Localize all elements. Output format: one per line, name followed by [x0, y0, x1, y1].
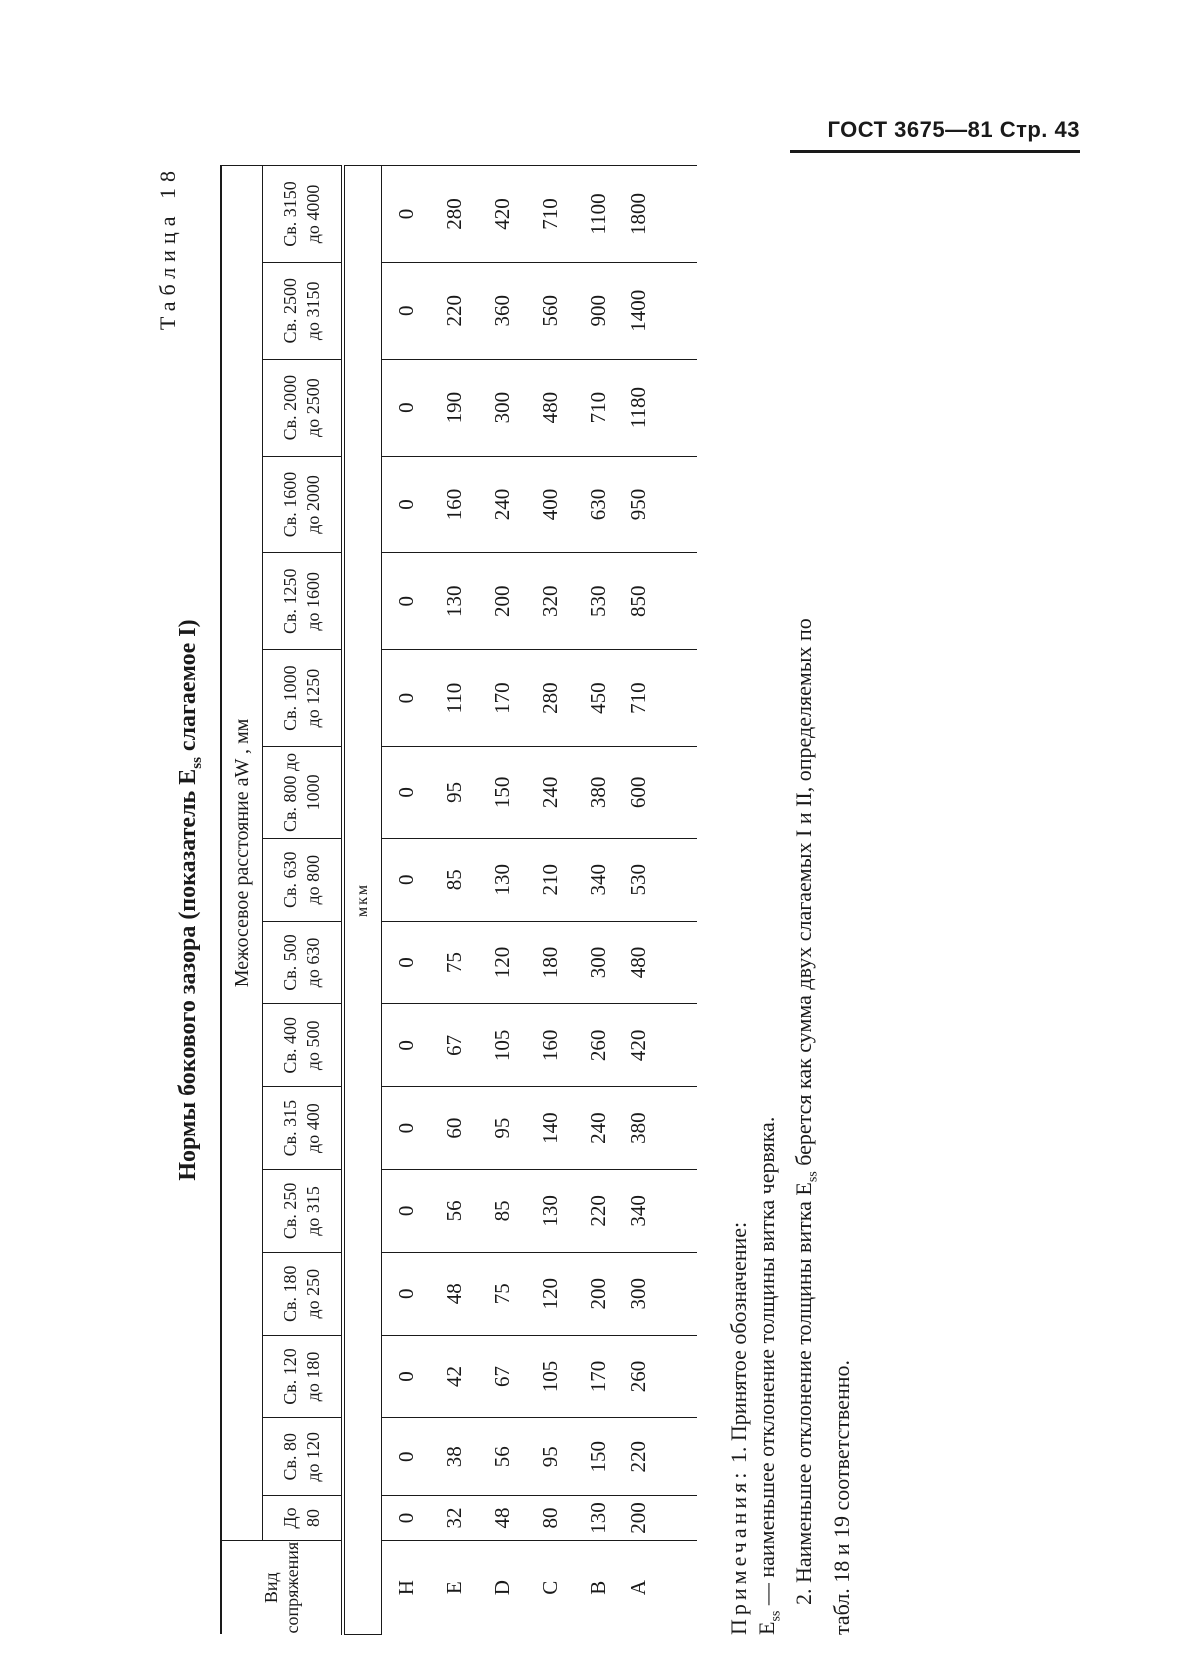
value-cell: 450: [574, 650, 622, 747]
value-cell: 0: [382, 1087, 431, 1170]
value-cell: 56: [478, 1418, 526, 1496]
range-header: Св. 1600 до 2000: [263, 456, 344, 553]
note-1-head: 1. Принятое обозначение:: [726, 1221, 751, 1469]
value-cell: 200: [622, 1496, 697, 1541]
value-cell: 120: [478, 921, 526, 1004]
value-cell: 150: [574, 1418, 622, 1496]
table-row: [382, 166, 431, 1635]
value-cell: 220: [622, 1418, 697, 1496]
value-cell: 280: [430, 166, 478, 263]
note-1-text: — наименьшее отклонение толщины витка червяка.: [754, 1116, 779, 1611]
value-cell: 0: [382, 650, 431, 747]
note-1-subscript: ss: [768, 1610, 784, 1622]
table-row: [622, 166, 697, 1635]
value-cell: 180: [526, 921, 574, 1004]
table-body: [382, 166, 698, 1635]
value-cell: 95: [526, 1418, 574, 1496]
range-header: Св. 2500 до 3150: [263, 262, 344, 359]
range-header: Св. 400 до 500: [263, 1004, 344, 1087]
range-header-row: [263, 166, 344, 1635]
value-cell: 0: [382, 553, 431, 650]
value-cell: 950: [622, 456, 697, 553]
note-2-start: 2. Наименьшее отклонение толщины витка E: [791, 1182, 817, 1605]
value-cell: 0: [382, 1170, 431, 1253]
value-cell: 380: [622, 1087, 697, 1170]
value-cell: 1180: [622, 359, 697, 456]
value-cell: 220: [574, 1170, 622, 1253]
value-cell: 530: [574, 553, 622, 650]
value-cell: 420: [478, 166, 526, 263]
value-cell: 320: [526, 553, 574, 650]
value-cell: 48: [478, 1496, 526, 1541]
value-cell: 360: [478, 262, 526, 359]
value-cell: 420: [622, 1004, 697, 1087]
page-header: ГОСТ 3675—81 Стр. 43: [827, 117, 1080, 142]
table-number: Таблица 18: [155, 165, 180, 331]
value-cell: 600: [622, 747, 697, 839]
title-subscript: ss: [188, 757, 205, 769]
kind-cell: B: [574, 1540, 622, 1634]
value-cell: 300: [574, 921, 622, 1004]
kind-cell: C: [526, 1540, 574, 1634]
value-cell: 75: [430, 921, 478, 1004]
value-cell: 0: [382, 1335, 431, 1418]
value-cell: 85: [478, 1170, 526, 1253]
value-cell: 105: [478, 1004, 526, 1087]
value-cell: 160: [430, 456, 478, 553]
kind-header: Вид сопряжения: [221, 1540, 343, 1634]
value-cell: 170: [574, 1335, 622, 1418]
value-cell: 0: [382, 747, 431, 839]
value-cell: 240: [574, 1087, 622, 1170]
value-cell: 400: [526, 456, 574, 553]
value-cell: 38: [430, 1418, 478, 1496]
range-header: До 80: [263, 1496, 344, 1541]
value-cell: 0: [382, 921, 431, 1004]
value-cell: 300: [622, 1252, 697, 1335]
title-tail: слагаемое I): [175, 619, 201, 758]
note-1-definition: [753, 165, 790, 1635]
range-header: Св. 1000 до 1250: [263, 650, 344, 747]
value-cell: 260: [574, 1004, 622, 1087]
value-cell: 48: [430, 1252, 478, 1335]
value-cell: 170: [478, 650, 526, 747]
range-header: Св. 2000 до 2500: [263, 359, 344, 456]
value-cell: 710: [574, 359, 622, 456]
range-header: Св. 315 до 400: [263, 1087, 344, 1170]
value-cell: 42: [430, 1335, 478, 1418]
kind-cell: H: [382, 1540, 431, 1634]
notes: [725, 165, 856, 1635]
notes-label: Примечания:: [726, 1468, 751, 1635]
value-cell: 710: [526, 166, 574, 263]
value-cell: 240: [478, 456, 526, 553]
value-cell: 480: [526, 359, 574, 456]
value-cell: 95: [478, 1087, 526, 1170]
value-cell: 0: [382, 359, 431, 456]
kind-cell: E: [430, 1540, 478, 1634]
value-cell: 56: [430, 1170, 478, 1253]
value-cell: 0: [382, 166, 431, 263]
value-cell: 32: [430, 1496, 478, 1541]
note-1: [725, 165, 753, 1635]
value-cell: 530: [622, 838, 697, 921]
value-cell: 0: [382, 1252, 431, 1335]
table-row: [574, 166, 622, 1635]
value-cell: 110: [430, 650, 478, 747]
value-cell: 630: [574, 456, 622, 553]
kind-cell: D: [478, 1540, 526, 1634]
value-cell: 1400: [622, 262, 697, 359]
range-header: Св. 500 до 630: [263, 921, 344, 1004]
value-cell: 200: [574, 1252, 622, 1335]
value-cell: 710: [622, 650, 697, 747]
value-cell: 150: [478, 747, 526, 839]
range-header: Св. 120 до 180: [263, 1335, 344, 1418]
range-header: Св. 250 до 315: [263, 1170, 344, 1253]
value-cell: 0: [382, 1496, 431, 1541]
range-header: Св. 80 до 120: [263, 1418, 344, 1496]
value-cell: 130: [430, 553, 478, 650]
kind-cell: A: [622, 1540, 697, 1634]
value-cell: 200: [478, 553, 526, 650]
note-2-subscript: ss: [805, 1171, 821, 1183]
value-cell: 210: [526, 838, 574, 921]
value-cell: 300: [478, 359, 526, 456]
value-cell: 95: [430, 747, 478, 839]
value-cell: 1100: [574, 166, 622, 263]
value-cell: 340: [622, 1170, 697, 1253]
table-title: [175, 165, 206, 1635]
value-cell: 380: [574, 747, 622, 839]
value-cell: 260: [622, 1335, 697, 1418]
note-2: [790, 165, 827, 1635]
note-2-middle: берется как сумма двух слагаемых I и II, определяемых по: [791, 618, 817, 1172]
distance-group-header: Межосевое расстояние aW , мм: [221, 166, 263, 1541]
note-2-end: табл. 18 и 19 соответственно.: [828, 1360, 854, 1635]
value-cell: 75: [478, 1252, 526, 1335]
value-cell: 190: [430, 359, 478, 456]
value-cell: 0: [382, 1418, 431, 1496]
value-cell: 1800: [622, 166, 697, 263]
range-header: Св. 800 до 1000: [263, 747, 344, 839]
value-cell: 850: [622, 553, 697, 650]
value-cell: 105: [526, 1335, 574, 1418]
value-cell: 900: [574, 262, 622, 359]
table-row: [430, 166, 478, 1635]
clearance-table: [220, 165, 697, 1635]
title-main: Нормы бокового зазора (показатель E: [175, 768, 201, 1181]
value-cell: 280: [526, 650, 574, 747]
header-rule: [790, 150, 1080, 153]
value-cell: 160: [526, 1004, 574, 1087]
value-cell: 560: [526, 262, 574, 359]
unit-label: мкм: [343, 166, 382, 1635]
value-cell: 120: [526, 1252, 574, 1335]
value-cell: 130: [574, 1496, 622, 1541]
range-header: Св. 630 до 800: [263, 838, 344, 921]
value-cell: 140: [526, 1087, 574, 1170]
note-1-symbol: E: [754, 1621, 779, 1635]
value-cell: 67: [430, 1004, 478, 1087]
range-header: Св. 1250 до 1600: [263, 553, 344, 650]
value-cell: 0: [382, 456, 431, 553]
value-cell: 60: [430, 1087, 478, 1170]
value-cell: 130: [526, 1170, 574, 1253]
range-header: Св. 3150 до 4000: [263, 166, 344, 263]
value-cell: 67: [478, 1335, 526, 1418]
value-cell: 85: [430, 838, 478, 921]
value-cell: 240: [526, 747, 574, 839]
value-cell: 130: [478, 838, 526, 921]
range-header: Св. 180 до 250: [263, 1252, 344, 1335]
value-cell: 0: [382, 1004, 431, 1087]
value-cell: 0: [382, 838, 431, 921]
value-cell: 0: [382, 262, 431, 359]
value-cell: 480: [622, 921, 697, 1004]
value-cell: 80: [526, 1496, 574, 1541]
rotated-table-block: [155, 165, 855, 1635]
value-cell: 340: [574, 838, 622, 921]
table-row: [526, 166, 574, 1635]
table-row: [478, 166, 526, 1635]
value-cell: 220: [430, 262, 478, 359]
